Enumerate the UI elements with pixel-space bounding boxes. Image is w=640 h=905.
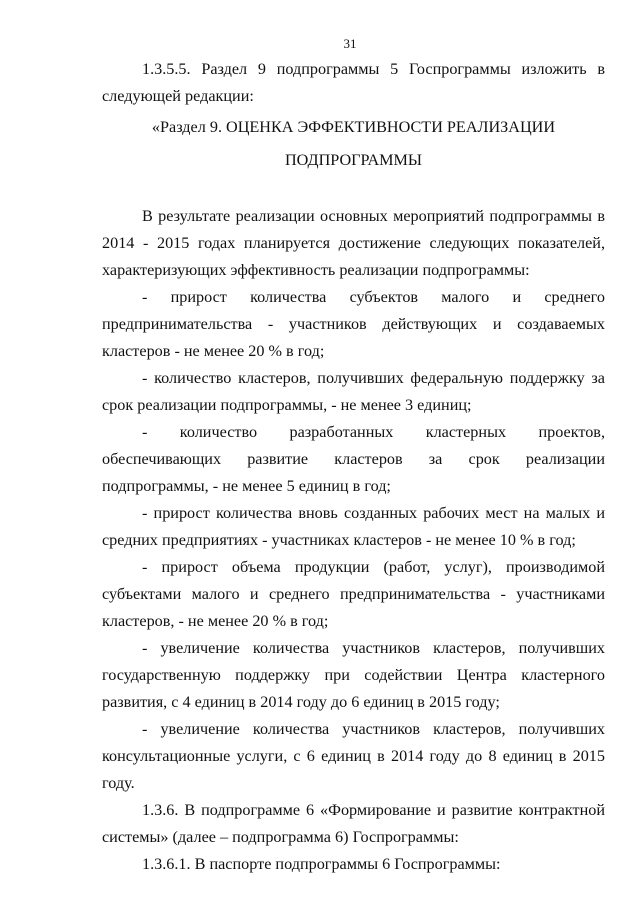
- list-item-4: - прирост количества вновь созданных рабочих мест на малых и средних предприятиях - участниках кластеров - не менее 10 % в год;: [102, 504, 605, 549]
- document-body: [102, 56, 605, 878]
- paragraph-lead: В результате реализации основных мероприятий подпрограммы в 2014 - 2015 годах планируется достижение следующих показателей, характеризующих эффективность реализации подпрограммы:: [102, 207, 605, 279]
- section-title-line-1: «Раздел 9. ОЦЕНКА ЭФФЕКТИВНОСТИ РЕАЛИЗАЦИИ: [151, 118, 556, 136]
- section-title-line-2: ПОДПРОГРАММЫ: [284, 151, 423, 169]
- paragraph-intro-continued: следующей редакции:: [102, 87, 254, 105]
- list-item-5: - прирост объема продукции (работ, услуг), производимой субъектами малого и среднего предпринимательства - участниками кластеров, - не менее 20 % в год;: [102, 558, 605, 630]
- list-item-1: - прирост количества субъектов малого и среднего предпринимательства - участников действующих и создаваемых кластеров - не менее 20 % в год;: [102, 288, 605, 360]
- spacer: [102, 174, 605, 203]
- paragraph-intro: 1.3.5.5. Раздел 9 подпрограммы 5 Госпрограммы изложить в: [142, 60, 605, 78]
- paragraph-1-3-6: 1.3.6. В подпрограмме 6 «Формирование и развитие контрактной системы» (далее – подпрограмма 6) Госпрограммы:: [102, 801, 605, 846]
- list-item-6: - увеличение количества участников кластеров, получивших государственную поддержку при содействии Центра кластерного развития, с 4 единиц в 2014 году до 6 единиц в 2015 году;: [102, 639, 605, 711]
- list-item-2: - количество кластеров, получивших федеральную поддержку за срок реализации подпрограммы, - не менее 3 единиц;: [102, 369, 605, 414]
- section-title: [102, 114, 605, 174]
- page-number: 31: [343, 36, 357, 51]
- list-item-3: - количество разработанных кластерных проектов, обеспечивающих развитие кластеров за срок реализации подпрограммы, - не менее 5 единиц в год;: [102, 423, 605, 495]
- paragraph-1-3-6-1: 1.3.6.1. В паспорте подпрограммы 6 Госпрограммы:: [142, 855, 501, 873]
- list-item-7: - увеличение количества участников кластеров, получивших консультационные услуги, с 6 единиц в 2014 году до 8 единиц в 2015 году.: [102, 720, 605, 792]
